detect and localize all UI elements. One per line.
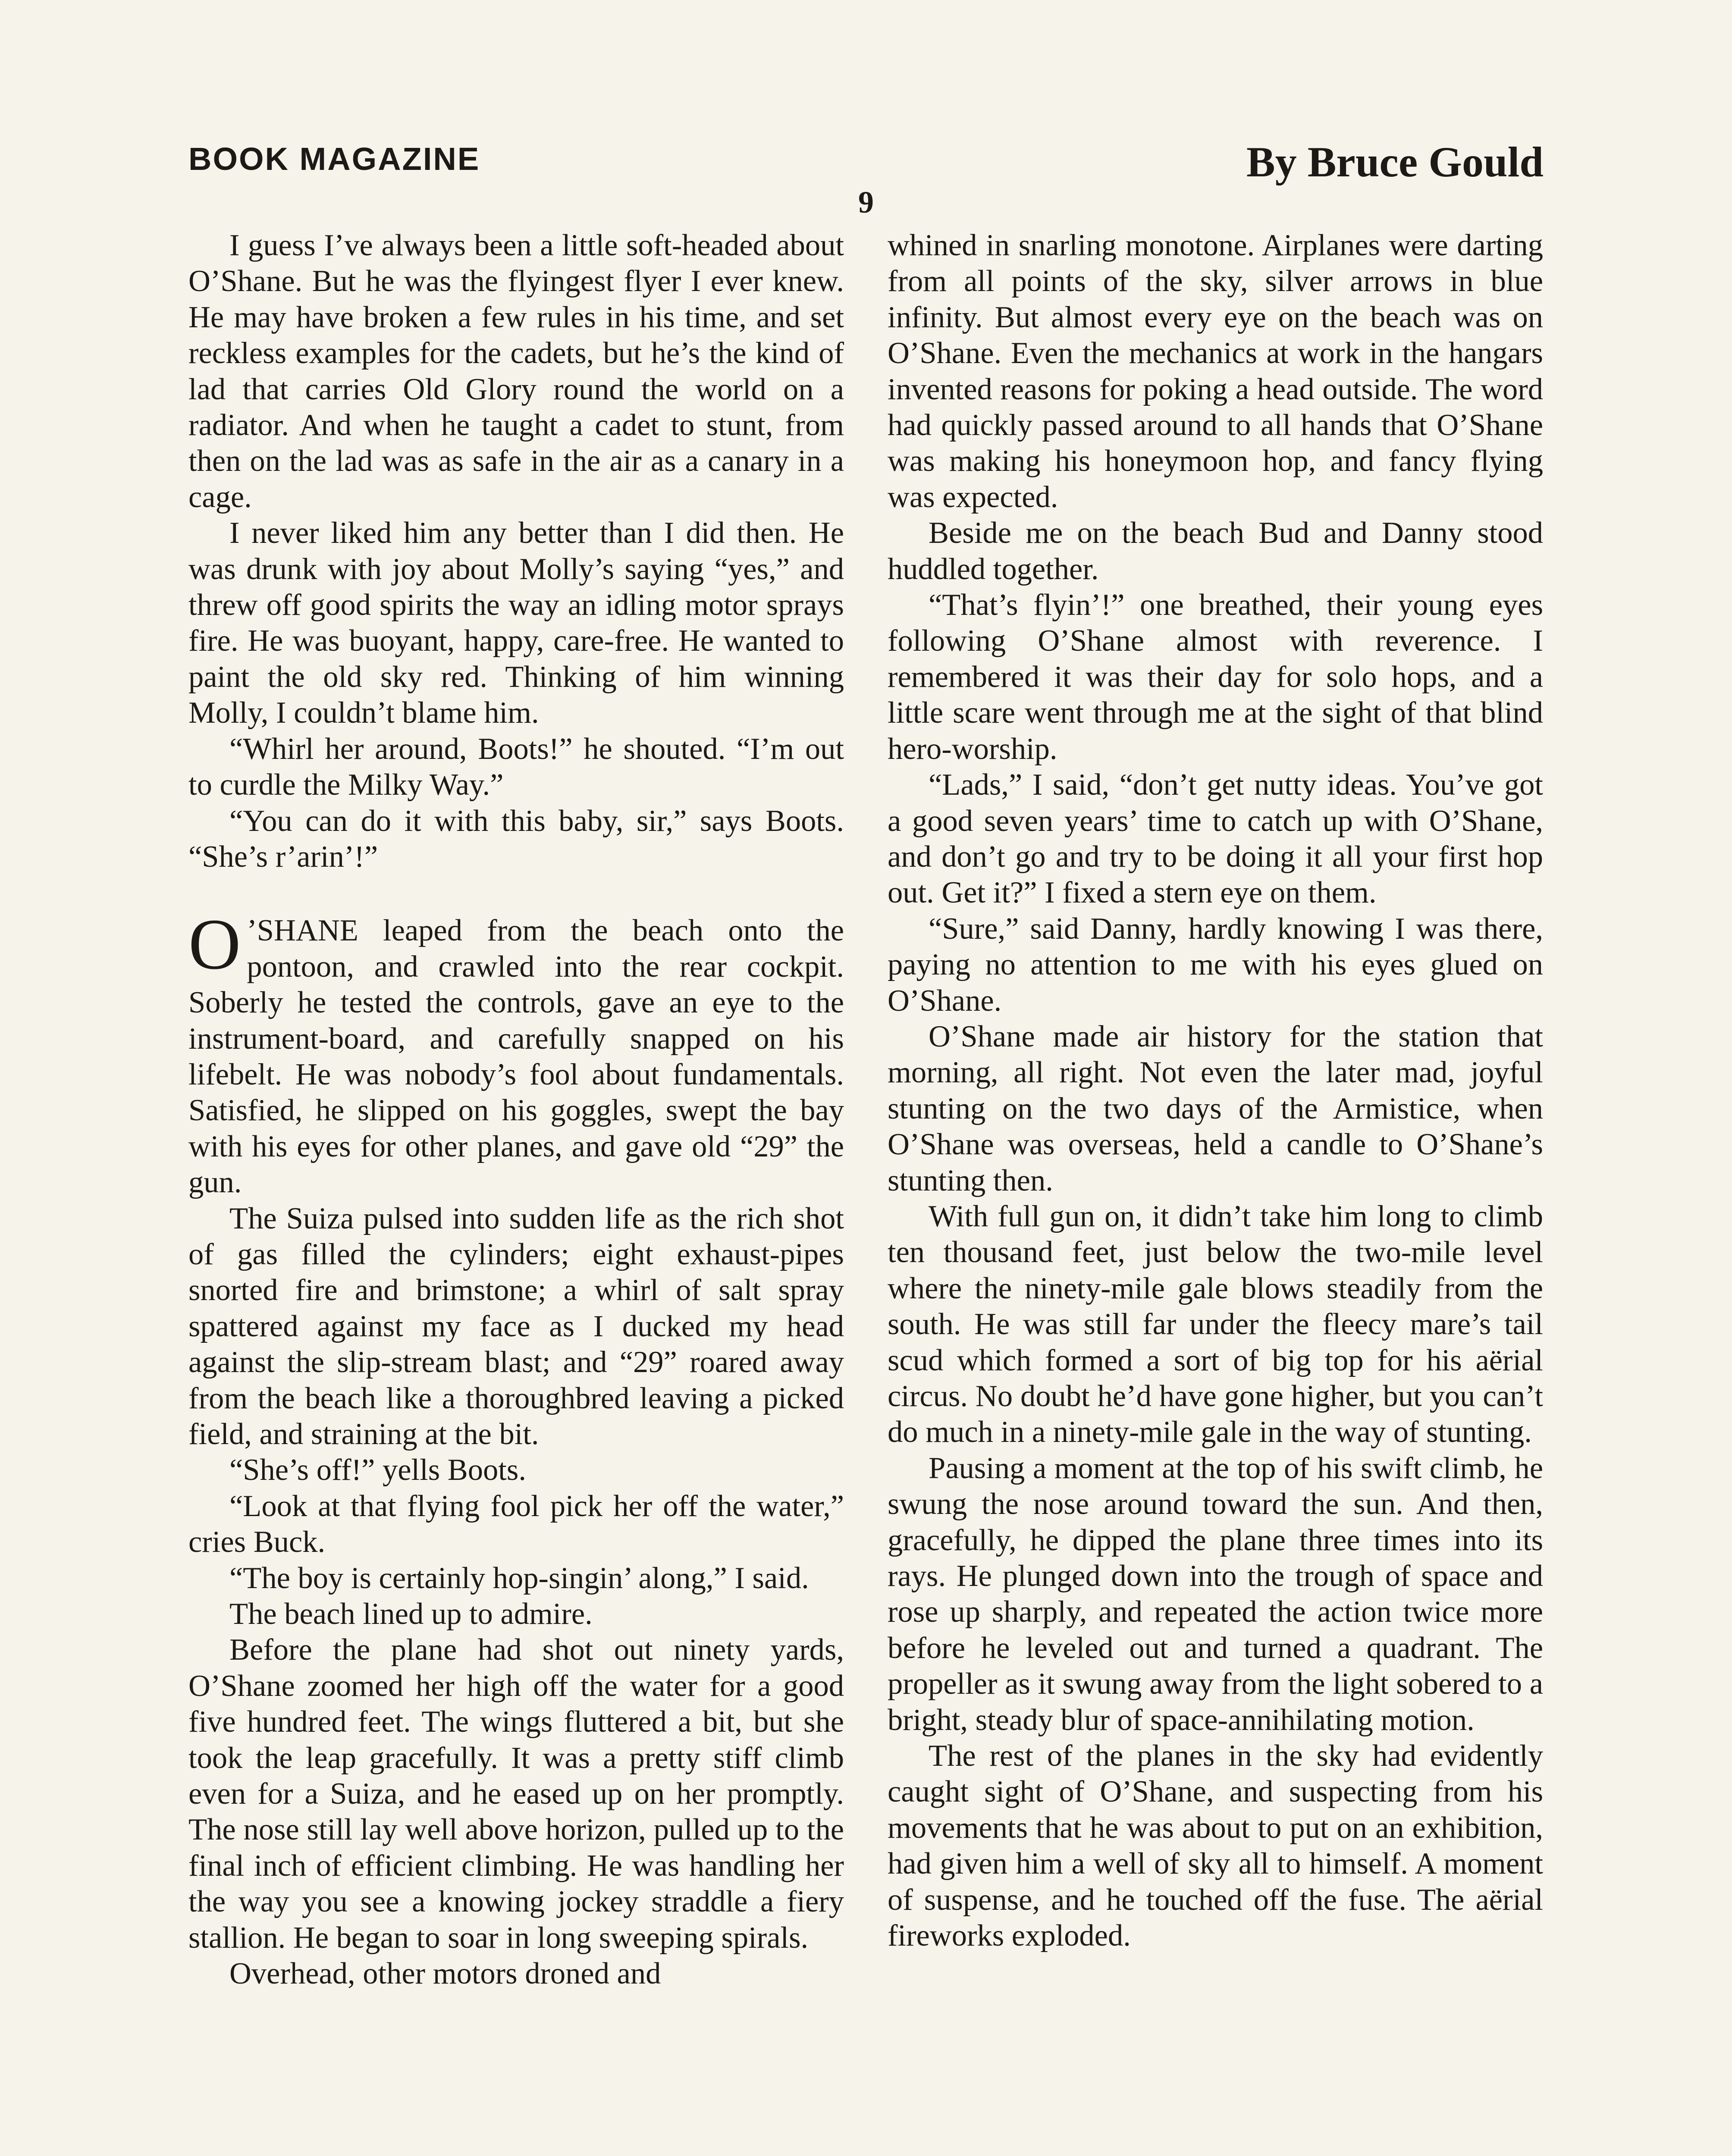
paragraph: “You can do it with this baby, sir,” says Boots. “She’s r’arin’!” (188, 804, 844, 874)
paragraph: The beach lined up to admire. (229, 1597, 593, 1631)
paragraph-dropcap (188, 904, 844, 1200)
page-header (188, 137, 1544, 185)
paragraph: The rest of the planes in the sky had evidently caught sight of O’Shane, and suspecting from his movements that he was about to put on an exhibition, had given him a well of sky all to himself. A moment of suspense, and he touched off the fuse. The aërial fireworks exploded. (888, 1739, 1543, 1953)
paragraph: “Look at that flying fool pick her off the water,” cries Buck. (188, 1489, 844, 1559)
paragraph: Overhead, other motors droned and (229, 1957, 661, 1991)
paragraph: I never liked him any better than I did then. He was drunk with joy about Molly’s saying “yes,” and threw off good spirits the way an idling motor sprays fire. He was buoyant, happy, care-free. He wanted to paint the old sky red. Thinking of him winning Molly, I couldn’t blame him. (188, 516, 844, 730)
paragraph: “The boy is certainly hop-singin’ along,” I said. (229, 1561, 809, 1595)
paragraph: The Suiza pulsed into sudden life as the rich shot of gas filled the cylinders; eight exhaust-pipes snorted fire and brimstone; a whirl of salt spray spattered against my face as I ducked my head against the slip-stream blast; and “29” roared away from the beach like a thoroughbred leaving a picked field, and straining at the bit. (188, 1201, 844, 1451)
paragraph: “Lads,” I said, “don’t get nutty ideas. You’ve got a good seven years’ time to catch up with O’Shane, and don’t go and try to be doing it all your first hop out. Get it?” I fixed a stern eye on them. (888, 768, 1543, 910)
magazine-title: BOOK MAGAZINE (188, 141, 480, 177)
paragraph: “Whirl her around, Boots!” he shouted. “I’m out to curdle the Milky Way.” (188, 732, 844, 802)
paragraph: “Sure,” said Danny, hardly knowing I was there, paying no attention to me with his eyes glued on O’Shane. (888, 912, 1543, 1018)
drop-cap: O (188, 904, 241, 985)
paragraph: I guess I’ve always been a little soft-headed about O’Shane. But he was the flyingest flyer I ever knew. He may have broken a few rules in his time, and set reckless examples for the cadets, but he’s the kind of lad that carries Old Glory round the world on a radiator. And when he taught a cadet to stunt, from then on the lad was as safe in the air as a canary in a cage. (188, 229, 844, 514)
right-column (888, 228, 1543, 2156)
paragraph: O’Shane made air history for the station that morning, all right. Not even the later mad, joyful stunting on the two days of the Armistice, when O’Shane was overseas, held a candle to O’Shane’s stunting then. (888, 1019, 1543, 1197)
paragraph: Beside me on the beach Bud and Danny stood huddled together. (888, 516, 1543, 586)
page-number: 9 (858, 185, 874, 219)
paragraph: whined in snarling monotone. Airplanes were darting from all points of the sky, silver arrows in blue infinity. But almost every eye on the beach was on O’Shane. Even the mechanics at work in the hangars invented reasons for poking a head outside. The word had quickly passed around to all hands that O’Shane was making his honeymoon hop, and fancy flying was expected. (888, 229, 1543, 514)
paragraph: Pausing a moment at the top of his swift climb, he swung the nose around toward the sun. And then, gracefully, he dipped the plane three times into its rays. He plunged down into the trough of space and rose up sharply, and repeated the action twice more before he leveled out and turned a quadrant. The propeller as it swung away from the light sobered to a bright, steady blur of space-annihilating motion. (888, 1451, 1543, 1737)
left-column (188, 228, 844, 2156)
paragraph-text: ’SHANE leaped from the beach onto the pontoon, and crawled into the rear cockpit. Soberly he tested the controls, gave an eye to the instrument-board, and carefully snapped on his lifebelt. He was nobody’s fool about fundamentals. Satisfied, he slipped on his goggles, swept the bay with his eyes for other planes, and gave old “29” the gun. (188, 914, 844, 1200)
paragraph: Before the plane had shot out ninety yards, O’Shane zoomed her high off the water for a good five hundred feet. The wings fluttered a bit, but she took the leap gracefully. It was a pretty stiff climb even for a Suiza, and he eased up on her promptly. The nose still lay well above horizon, pulled up to the final inch of efficient climbing. He was handling her the way you see a knowing jockey straddle a fiery stallion. He began to soar in long sweeping spirals. (188, 1633, 844, 1955)
paragraph: “That’s flyin’!” one breathed, their young eyes following O’Shane almost with reverence. I remembered it was their day for solo hops, and a little scare went through me at the sight of that blind hero-worship. (888, 588, 1543, 766)
author-byline: By Bruce Gould (1246, 138, 1544, 186)
paragraph: “She’s off!” yells Boots. (229, 1453, 526, 1487)
paragraph: With full gun on, it didn’t take him long to climb ten thousand feet, just below the two-mile level where the ninety-mile gale blows steadily from the south. He was still far under the fleecy mare’s tail scud which formed a sort of big top for his aërial circus. No doubt he’d have gone higher, but you can’t do much in a ninety-mile gale in the way of stunting. (888, 1199, 1543, 1449)
